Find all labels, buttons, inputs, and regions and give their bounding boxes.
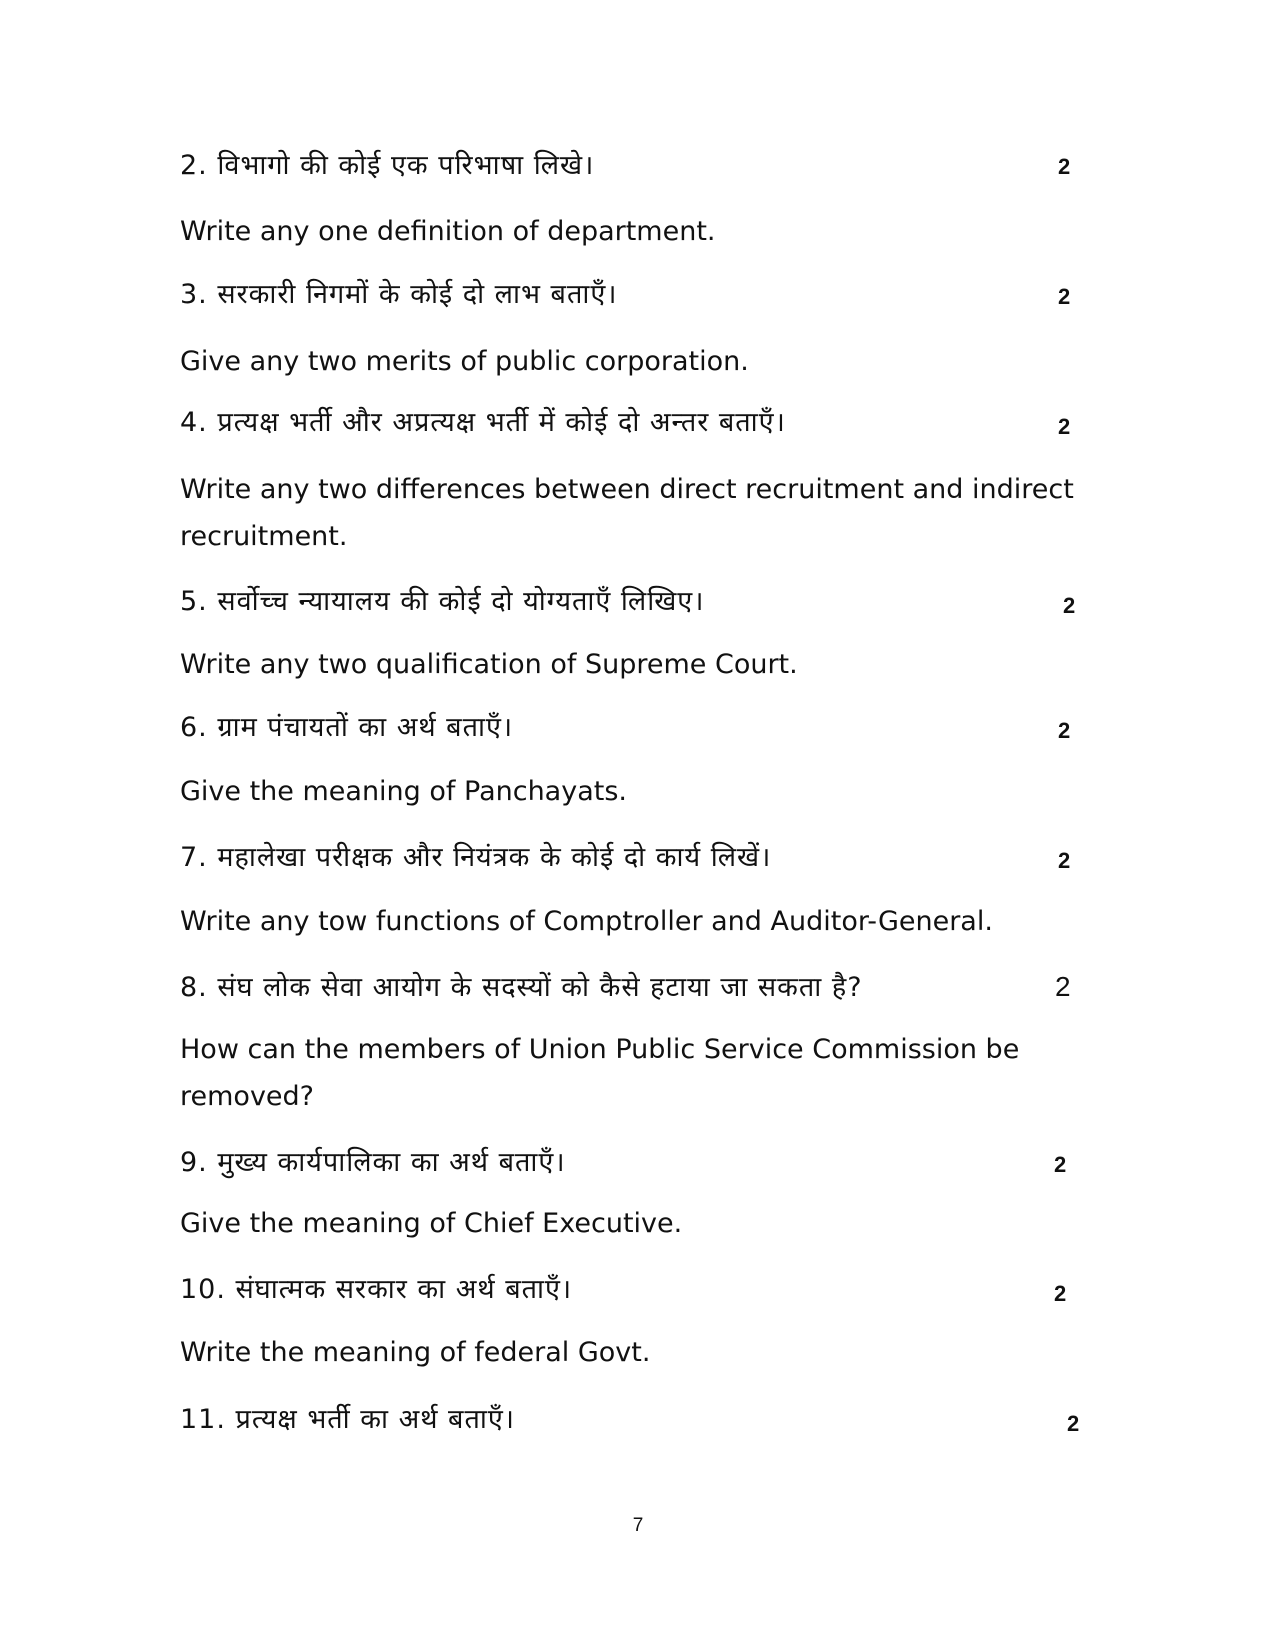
question-10-marks: 2 [1054,1281,1067,1306]
question-9-marks: 2 [1054,1152,1067,1177]
question-7-english: Write any tow functions of Comptroller and Auditor-General. [180,906,993,937]
question-8-marks: 2 [1055,971,1071,1002]
question-4-marks: 2 [1058,414,1071,439]
page-number: 7 [632,1515,644,1536]
question-10-hindi: 10. संघात्मक सरकार का अर्थ बताएँ। [180,1274,573,1305]
question-2-hindi: 2. विभागो की कोई एक परिभाषा लिखे। [180,150,595,181]
question-5-english: Write any two qualification of Supreme Court. [180,649,798,680]
question-6-marks: 2 [1058,718,1071,743]
question-2-english: Write any one definition of department. [180,216,716,247]
question-7-marks: 2 [1058,848,1071,873]
question-4-hindi: 4. प्रत्यक्ष भर्ती और अप्रत्यक्ष भर्ती में कोई दो अन्तर बताएँ। [180,407,786,438]
question-9-english: Give the meaning of Chief Executive. [180,1208,683,1239]
question-5-marks: 2 [1063,593,1076,618]
question-9-hindi: 9. मुख्य कार्यपालिका का अर्थ बताएँ। [180,1147,566,1178]
question-11-marks: 2 [1067,1411,1080,1436]
question-6-english: Give the meaning of Panchayats. [180,776,627,807]
question-3-marks: 2 [1058,284,1071,309]
question-3-hindi: 3. सरकारी निगमों के कोई दो लाभ बताएँ। [180,279,618,310]
question-3-english: Give any two merits of public corporation. [180,346,749,377]
question-8-hindi: 8. संघ लोक सेवा आयोग के सदस्यों को कैसे हटाया जा सकता है? [180,972,863,1003]
question-10-english: Write the meaning of federal Govt. [180,1337,651,1368]
question-6-hindi: 6. ग्राम पंचायतों का अर्थ बताएँ। [180,712,514,743]
question-4-english: Write any two differences between direct recruitment and indirect recruitment. [180,474,1074,552]
question-11-hindi: 11. प्रत्यक्ष भर्ती का अर्थ बताएँ। [180,1404,516,1435]
question-8-english: How can the members of Union Public Service Commission be removed? [180,1034,1020,1112]
question-2-marks: 2 [1058,154,1071,179]
question-5-hindi: 5. सर्वोच्च न्यायालय की कोई दो योग्यताएँ लिखिए। [180,586,705,617]
question-7-hindi: 7. महालेखा परीक्षक और नियंत्रक के कोई दो कार्य लिखें। [180,842,772,873]
